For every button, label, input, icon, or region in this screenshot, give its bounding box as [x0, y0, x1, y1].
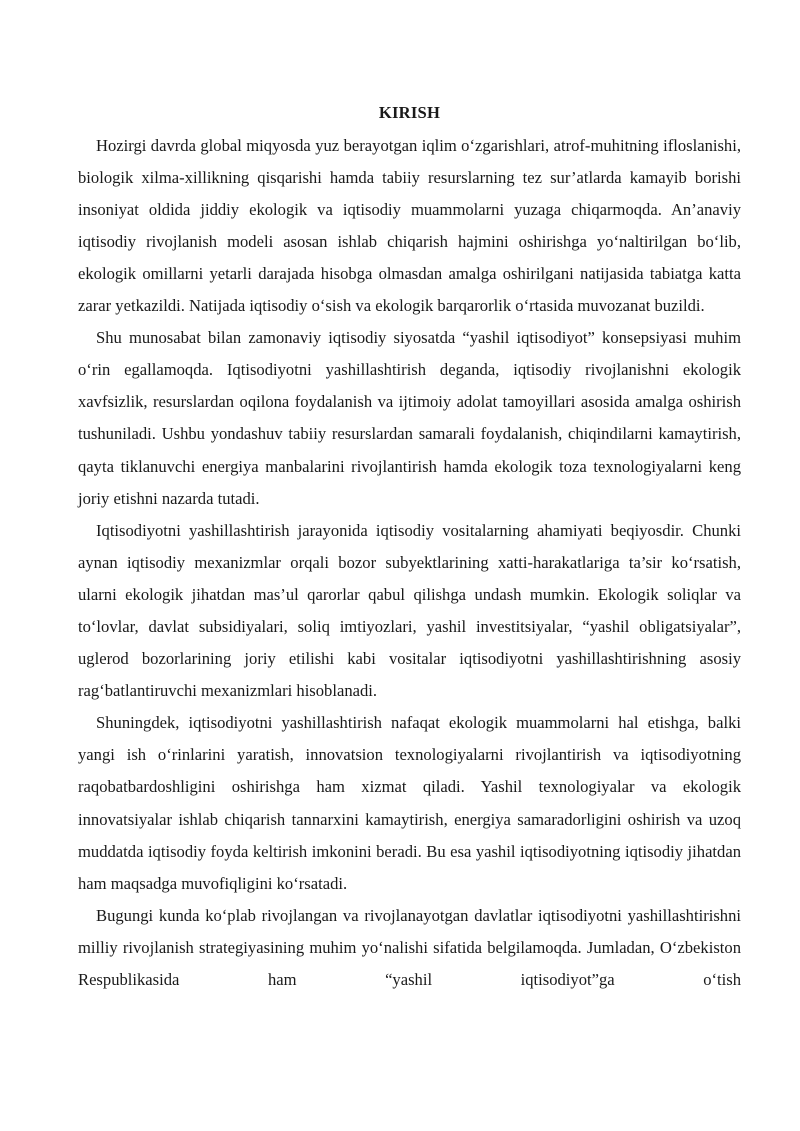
paragraph-2: Shu munosabat bilan zamonaviy iqtisodiy siyosatda “yashil iqtisodiyot” konsepsiyasi muhim o‘rin egallamoqda. Iqtisodiyotni yashillashtirish deganda, iqtisodiy rivojlanishni ekologik xavfsizlik, resurslardan oqilona foydalanish va ijtimoiy adolat tamoyillari asosida amalga oshirish tushuniladi. Ushbu yondashuv tabiiy resurslardan samarali foydalanish, chiqindilarni kamaytirish, qayta tiklanuvchi energiya manbalarini rivojlantirish hamda ekologik toza texnologiyalarni keng joriy etishni nazarda tutadi. — [78, 328, 741, 508]
paragraph-5: Bugungi kunda ko‘plab rivojlangan va rivojlanayotgan davlatlar iqtisodiyotni yashillashtirishni milliy rivojlanish strategiyasining muhim yo‘nalishi sifatida belgilamoqda. Jumladan, O‘zbekiston Respublikasida ham “yashil iqtisodiyot”ga o‘tish — [78, 905, 741, 990]
section-title: KIRISH — [378, 103, 441, 122]
paragraph-1: Hozirgi davrda global miqyosda yuz berayotgan iqlim o‘zgarishlari, atrof-muhitning ifloslanishi, biologik xilma-xillikning qisqarishi hamda tabiiy resurslarning tez sur’atlarda kamayib borishi insoniyat oldida jiddiy ekologik va iqtisodiy muammolarni yuzaga chiqarmoqda. An’anaviy iqtisodiy rivojlanish modeli asosan ishlab chiqarish hajmini oshirishga yo‘naltirilgan bo‘lib, ekologik omillarni yetarli darajada hisobga olmasdan amalga oshirilgani natijasida tabiatga katta zarar yetkazildi. Natijada iqtisodiy o‘sish va ekologik barqarorlik o‘rtasida muvozanat buzildi. — [78, 135, 741, 316]
paragraph-3: Iqtisodiyotni yashillashtirish jarayonida iqtisodiy vositalarning ahamiyati beqiyosdir. Chunki aynan iqtisodiy mexanizmlar orqali bozor subyektlarining xatti-harakatlariga ta’sir ko‘rsatish, ularni ekologik jihatdan mas’ul qarorlar qabul qilishga undash mumkin. Ekologik soliqlar va to‘lovlar, davlat subsidiyalari, soliq imtiyozlari, yashil investitsiyalar, “yashil obligatsiyalar”, uglerod bozorlarining joriy etilishi kabi vositalar iqtisodiyotni yashillashtirishning asosiy rag‘batlantiruvchi mexanizmlari hisoblanadi. — [78, 520, 741, 701]
document-page — [78, 97, 741, 996]
paragraph-4: Shuningdek, iqtisodiyotni yashillashtirish nafaqat ekologik muammolarni hal etishga, balki yangi ish o‘rinlarini yaratish, innovatsion texnologiyalarni rivojlantirish va iqtisodiyotning raqobatbardoshligini oshirishga ham xizmat qiladi. Yashil texnologiyalar va ekologik innovatsiyalar ishlab chiqarish tannarxini kamaytirish, energiya samaradorligini oshirish va uzoq muddatda iqtisodiy foyda keltirish imkonini beradi. Bu esa yashil iqtisodiyotning iqtisodiy jihatdan ham maqsadga muvofiqligini ko‘rsatadi. — [78, 713, 741, 893]
